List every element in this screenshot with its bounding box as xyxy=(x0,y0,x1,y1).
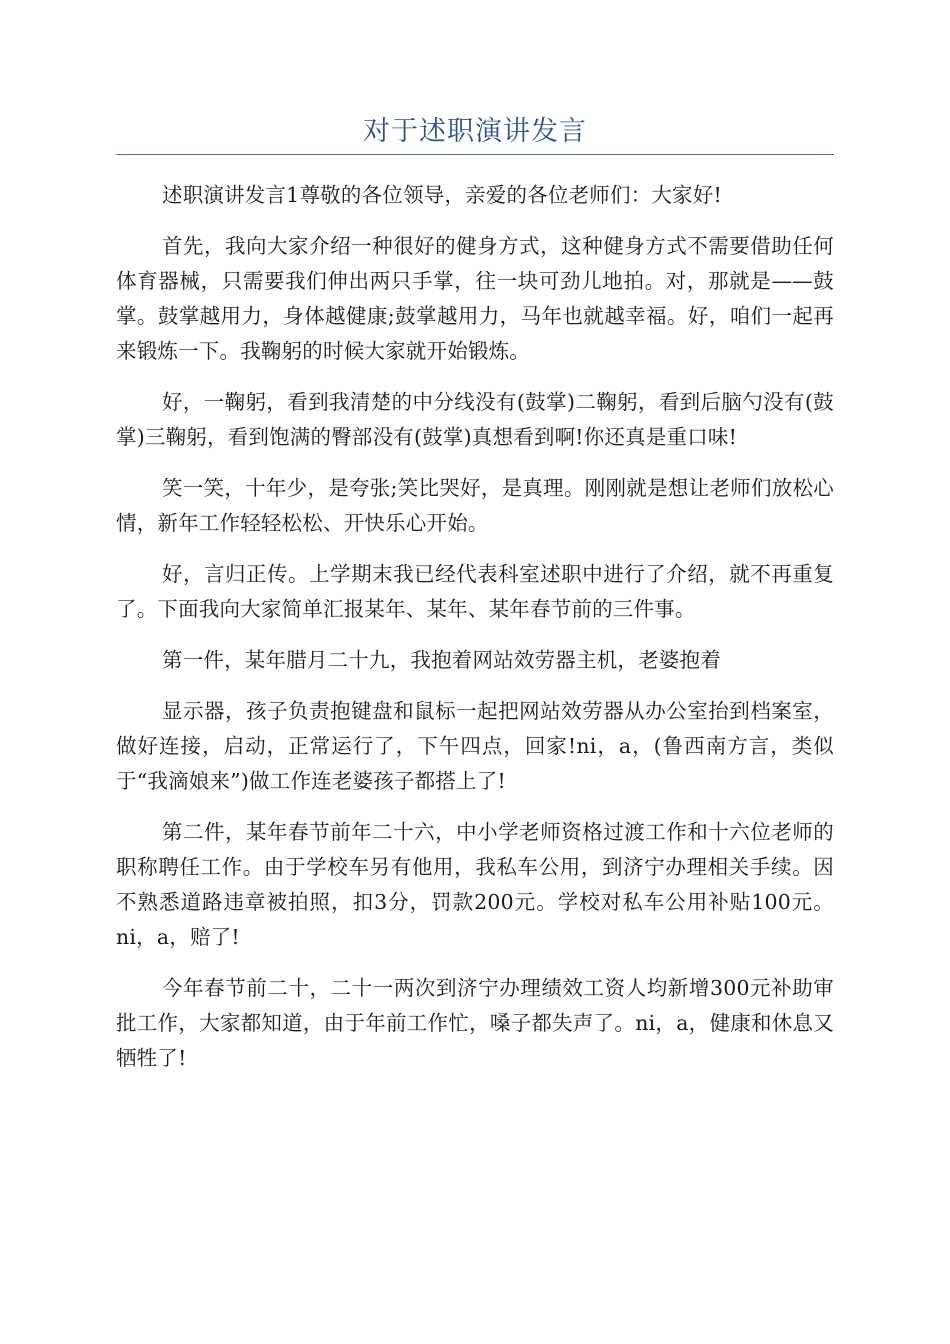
paragraph-5: 好，言归正传。上学期末我已经代表科室述职中进行了介绍，就不再重复了。下面我向大家简单汇报某年、某年、某年春节前的三件事。 xyxy=(116,562,834,621)
title-underline xyxy=(116,154,834,155)
paragraph-8: 第二件，某年春节前年二十六，中小学老师资格过渡工作和十六位老师的职称聘任工作。由于学校车另有他用，我私车公用，到济宁办理相关手续。因不熟悉道路违章被拍照，扣3分，罚款200元。学校对私车公用补贴100元。ni，a，赔了! xyxy=(116,820,834,949)
paragraph-4: 笑一笑，十年少，是夸张;笑比哭好，是真理。刚刚就是想让老师们放松心情，新年工作轻轻松松、开快乐心开始。 xyxy=(116,476,834,535)
paragraph-6: 第一件，某年腊月二十九，我抱着网站效劳器主机，老婆抱着 xyxy=(162,648,721,672)
paragraph-3: 好，一鞠躬，看到我清楚的中分线没有(鼓掌)二鞠躬，看到后脑勺没有(鼓掌)三鞠躬，看到饱满的臀部没有(鼓掌)真想看到啊!你还真是重口味! xyxy=(116,390,834,449)
document-body xyxy=(116,178,834,1092)
document-title: 对于述职演讲发言 xyxy=(363,116,587,147)
paragraph-7: 显示器，孩子负责抱键盘和鼠标一起把网站效劳器从办公室抬到档案室，做好连接，启动，正常运行了，下午四点，回家!ni，a，(鲁西南方言，类似于“我滴娘来”)做工作连老婆孩子都搭上了! xyxy=(116,699,834,793)
paragraph-2: 首先，我向大家介绍一种很好的健身方式，这种健身方式不需要借助任何体育器械，只需要我们伸出两只手掌，往一块可劲儿地拍。对，那就是——鼓掌。鼓掌越用力，身体越健康;鼓掌越用力，马年也就越幸福。好，咱们一起再来锻炼一下。我鞠躬的时候大家就开始锻炼。 xyxy=(116,234,834,363)
paragraph-1: 述职演讲发言1尊敬的各位领导，亲爱的各位老师们：大家好! xyxy=(162,183,722,207)
paragraph-9: 今年春节前二十，二十一两次到济宁办理绩效工资人均新增300元补助审批工作，大家都知道，由于年前工作忙，嗓子都失声了。ni，a，健康和休息又牺牲了! xyxy=(116,976,834,1070)
